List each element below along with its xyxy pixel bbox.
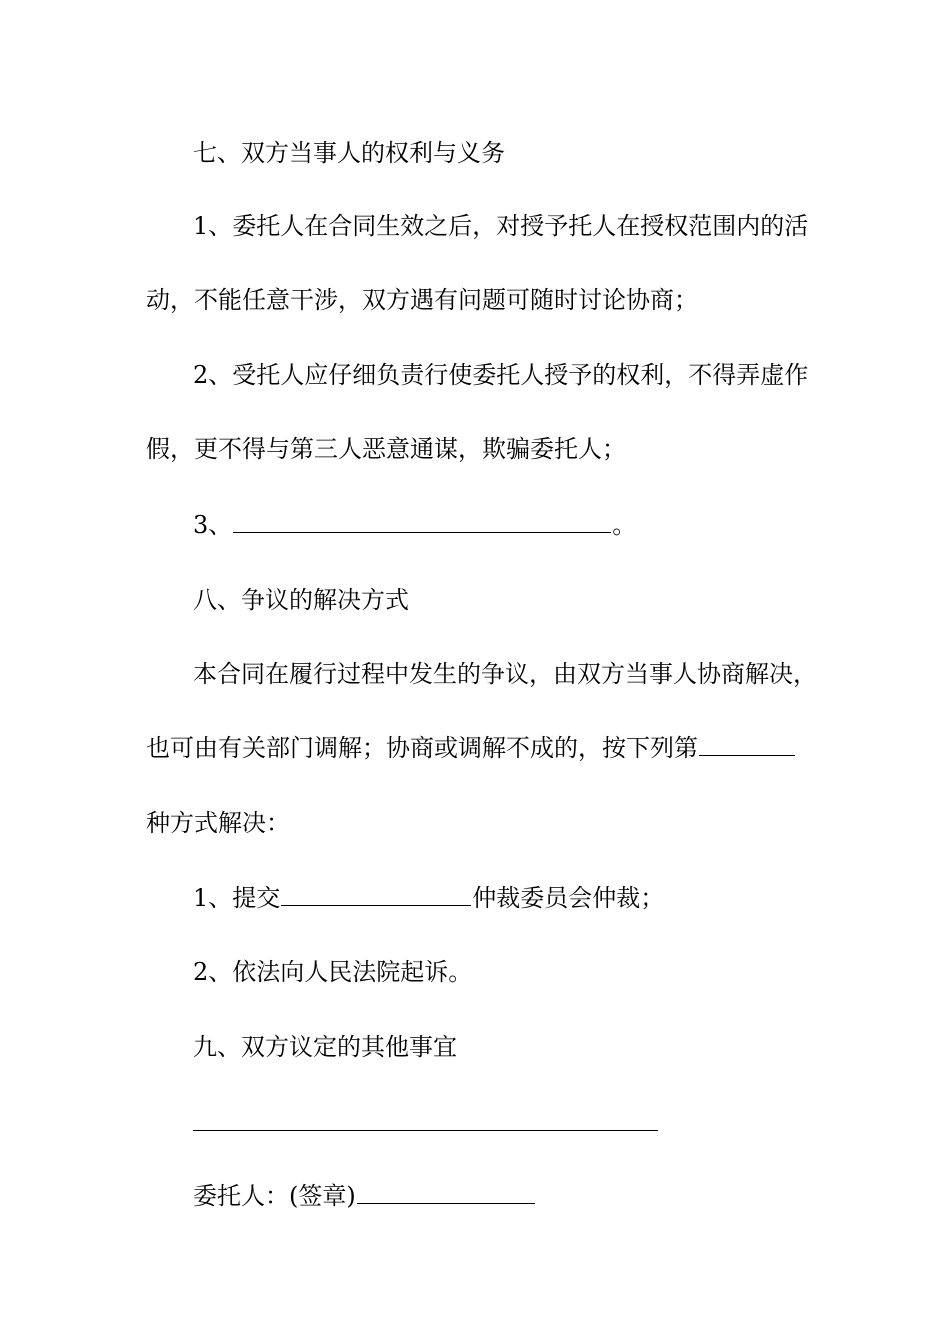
- section-8-para-line-3: 种方式解决：: [146, 809, 290, 837]
- section-7-item-3-prefix: 3、: [193, 511, 233, 539]
- section-8-option-1-suffix: 仲裁委员会仲裁；: [472, 884, 665, 912]
- section-7-item-1-line-1: 1、委托人在合同生效之后，对授予托人在授权范围内的活: [193, 212, 809, 240]
- signature-line: [193, 1182, 536, 1210]
- section-8-heading: 八、争议的解决方式: [193, 586, 409, 614]
- section-7-item-2-line-1: 2、受托人应仔细负责行使委托人授予的权利，不得弄虚作: [193, 361, 809, 389]
- section-8-option-1: [193, 884, 664, 912]
- section-7-item-2-line-2: 假，更不得与第三人恶意通谋，欺骗委托人；: [146, 435, 626, 463]
- section-7-item-1-line-2: 动，不能任意干涉，双方遇有问题可随时讨论协商；: [146, 286, 698, 314]
- section-9-heading: 九、双方议定的其他事宜: [193, 1033, 457, 1061]
- section-8-para-line-2: [146, 734, 796, 762]
- signature-blank-field[interactable]: [357, 1183, 535, 1204]
- other-matters-blank-line[interactable]: [193, 1130, 658, 1131]
- method-number-blank-field[interactable]: [699, 735, 795, 756]
- section-7-item-3-suffix: 。: [612, 511, 637, 539]
- signature-label: 委托人：(签章): [193, 1182, 356, 1210]
- section-8-para-line-2-text: 也可由有关部门调解；协商或调解不成的，按下列第: [146, 734, 698, 762]
- section-7-heading: 七、双方当事人的权利与义务: [193, 139, 505, 167]
- section-8-para-line-1: 本合同在履行过程中发生的争议，由双方当事人协商解决，: [193, 660, 817, 688]
- section-8-option-1-prefix: 1、提交: [193, 884, 281, 912]
- item-3-blank-field[interactable]: [233, 512, 611, 533]
- section-8-option-2: 2、依法向人民法院起诉。: [193, 958, 473, 986]
- arbitration-commission-blank-field[interactable]: [281, 885, 471, 906]
- section-7-item-3: [193, 511, 636, 539]
